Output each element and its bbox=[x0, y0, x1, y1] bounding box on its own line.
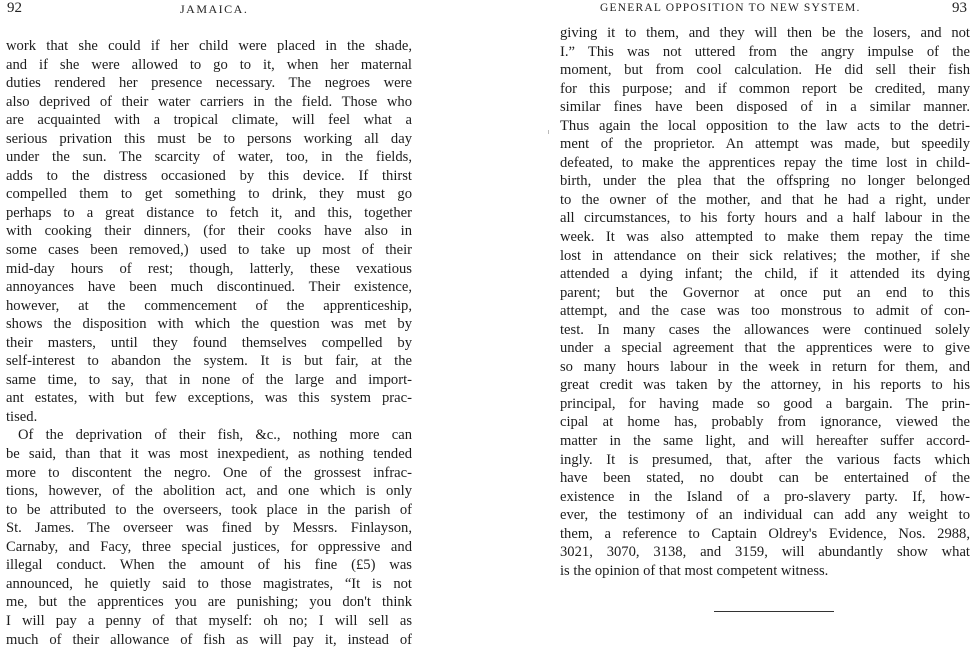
text-line: moment, but from cool calculation. He did sell their fish bbox=[560, 61, 970, 80]
text-line: announced, he quietly said to those magistrates, “It is not bbox=[6, 575, 412, 594]
text-line: tions, however, of the abolition act, and one which is only bbox=[6, 482, 412, 501]
left-running-head: JAMAICA. bbox=[180, 2, 248, 17]
text-line: week. It was also attempted to make them repay the time bbox=[560, 228, 970, 247]
text-line: I will pay a penny of that myself: oh no; I will sell as bbox=[6, 612, 412, 631]
text-line: attended a dying infant; the child, if it attended its dying bbox=[560, 265, 970, 284]
left-page-body bbox=[6, 37, 412, 649]
text-line: St. James. The overseer was fined by Messrs. Finlayson, bbox=[6, 519, 412, 538]
text-line: compelled them to get something to drink, they must go bbox=[6, 185, 412, 204]
text-line: duties rendered her presence necessary. The negroes were bbox=[6, 74, 412, 93]
text-line: perhaps to a great distance to fetch it, and this, together bbox=[6, 204, 412, 223]
text-line: to be attributed to the overseers, took place in the parish of bbox=[6, 501, 412, 520]
text-line: attempt, and the case was too monstrous to admit of con- bbox=[560, 302, 970, 321]
text-line: principal, for having made so good a bargain. The prin- bbox=[560, 395, 970, 414]
text-line: work that she could if her child were placed in the shade, bbox=[6, 37, 412, 56]
text-line: is the opinion of that most competent witness. bbox=[560, 562, 970, 581]
text-line: parent; but the Governor at once put an end to this bbox=[560, 284, 970, 303]
text-line: Carnaby, and Facy, three special justices, for oppressive and bbox=[6, 538, 412, 557]
left-page-number: 92 bbox=[7, 0, 22, 17]
text-line: be said, than that it was most inexpedient, as nothing tended bbox=[6, 445, 412, 464]
text-line: also deprived of their water carriers in the field. Those who bbox=[6, 93, 412, 112]
text-line: Of the deprivation of their fish, &c., nothing more can bbox=[6, 426, 412, 445]
text-line: mid-day hours of rest; though, latterly, these vexatious bbox=[6, 260, 412, 279]
text-line: to the owner of the mother, and that he had a right, under bbox=[560, 191, 970, 210]
text-line: 3021, 3070, 3138, and 3159, will abundantly show what bbox=[560, 543, 970, 562]
text-line: I.” This was not uttered from the angry impulse of the bbox=[560, 43, 970, 62]
text-line: annoyances have been much discontinued. Their existence, bbox=[6, 278, 412, 297]
left-page bbox=[0, 0, 420, 637]
text-line: Thus again the local opposition to the law acts to the detri- bbox=[560, 117, 970, 136]
text-line: me, but the apprentices you are punishing; you don't think bbox=[6, 593, 412, 612]
text-line: self-interest to abandon the system. It is but fair, at the bbox=[6, 352, 412, 371]
text-line: for this purpose; and if common report be credited, many bbox=[560, 80, 970, 99]
text-line: with cooking their dinners, (for their cooks have also in bbox=[6, 222, 412, 241]
text-line: their masters, until they found themselves compelled by bbox=[6, 334, 412, 353]
text-line: and if she were allowed to go to it, when her maternal bbox=[6, 56, 412, 75]
text-line: giving it to them, and they will then be the losers, and not bbox=[560, 24, 970, 43]
text-line: test. In many cases the allowances were continued solely bbox=[560, 321, 970, 340]
text-line: illegal conduct. When the amount of his fine (£5) was bbox=[6, 556, 412, 575]
text-line: same time, to say, that in none of the large and import- bbox=[6, 371, 412, 390]
text-line: much of their allowance of fish as will pay it, instead of bbox=[6, 631, 412, 649]
text-line: ever, the testimony of an individual can add any weight to bbox=[560, 506, 970, 525]
text-line: shows the disposition with which the question was met by bbox=[6, 315, 412, 334]
text-line: however, at the commencement of the apprenticeship, bbox=[6, 297, 412, 316]
text-line: defeated, to make the apprentices repay the time lost in child- bbox=[560, 154, 970, 173]
right-running-head: GENERAL OPPOSITION TO NEW SYSTEM. bbox=[600, 2, 861, 14]
text-line: serious privation this must be to persons working all day bbox=[6, 130, 412, 149]
text-line: ment of the proprietor. An attempt was made, but speedily bbox=[560, 135, 970, 154]
text-line: under the sun. The scarcity of water, too, in the fields, bbox=[6, 148, 412, 167]
right-page-number: 93 bbox=[952, 0, 967, 17]
text-line: ingly. It is presumed, that, after the various facts which bbox=[560, 451, 970, 470]
text-line: cipal at home has, probably from ignorance, viewed the bbox=[560, 413, 970, 432]
text-line: lost in attendance on their sick relatives; the mother, if she bbox=[560, 247, 970, 266]
text-line: so many hours labour in the week in return for them, and bbox=[560, 358, 970, 377]
text-line: some cases been removed,) used to take up most of their bbox=[6, 241, 412, 260]
text-line: adds to the distress occasioned by this device. If thirst bbox=[6, 167, 412, 186]
text-line: tised. bbox=[6, 408, 412, 427]
text-line: matter in the same light, and will hereafter suffer accord- bbox=[560, 432, 970, 451]
text-line: existence in the Island of a pro-slavery party. If, how- bbox=[560, 488, 970, 507]
right-page-body bbox=[560, 24, 970, 580]
text-line: are acquainted with a tropical climate, will feel what a bbox=[6, 111, 412, 130]
text-line: all circumstances, to his forty hours and a half labour in the bbox=[560, 209, 970, 228]
text-line: ant estates, with but few exceptions, was this system prac- bbox=[6, 389, 412, 408]
text-line: them, a reference to Captain Oldrey's Evidence, Nos. 2988, bbox=[560, 525, 970, 544]
text-line: under a special agreement that the apprentices were to give bbox=[560, 339, 970, 358]
text-line: more to discontent the negro. One of the grossest infrac- bbox=[6, 464, 412, 483]
gutter-mark bbox=[548, 130, 549, 134]
right-page bbox=[552, 0, 980, 637]
text-line: similar fines have been disposed of in a similar manner. bbox=[560, 98, 970, 117]
text-line: great credit was taken by the attorney, in his reports to his bbox=[560, 376, 970, 395]
text-line: have been stated, no doubt can be entertained of the bbox=[560, 469, 970, 488]
section-end-rule bbox=[714, 611, 834, 612]
text-line: birth, under the plea that the offspring no longer belonged bbox=[560, 172, 970, 191]
